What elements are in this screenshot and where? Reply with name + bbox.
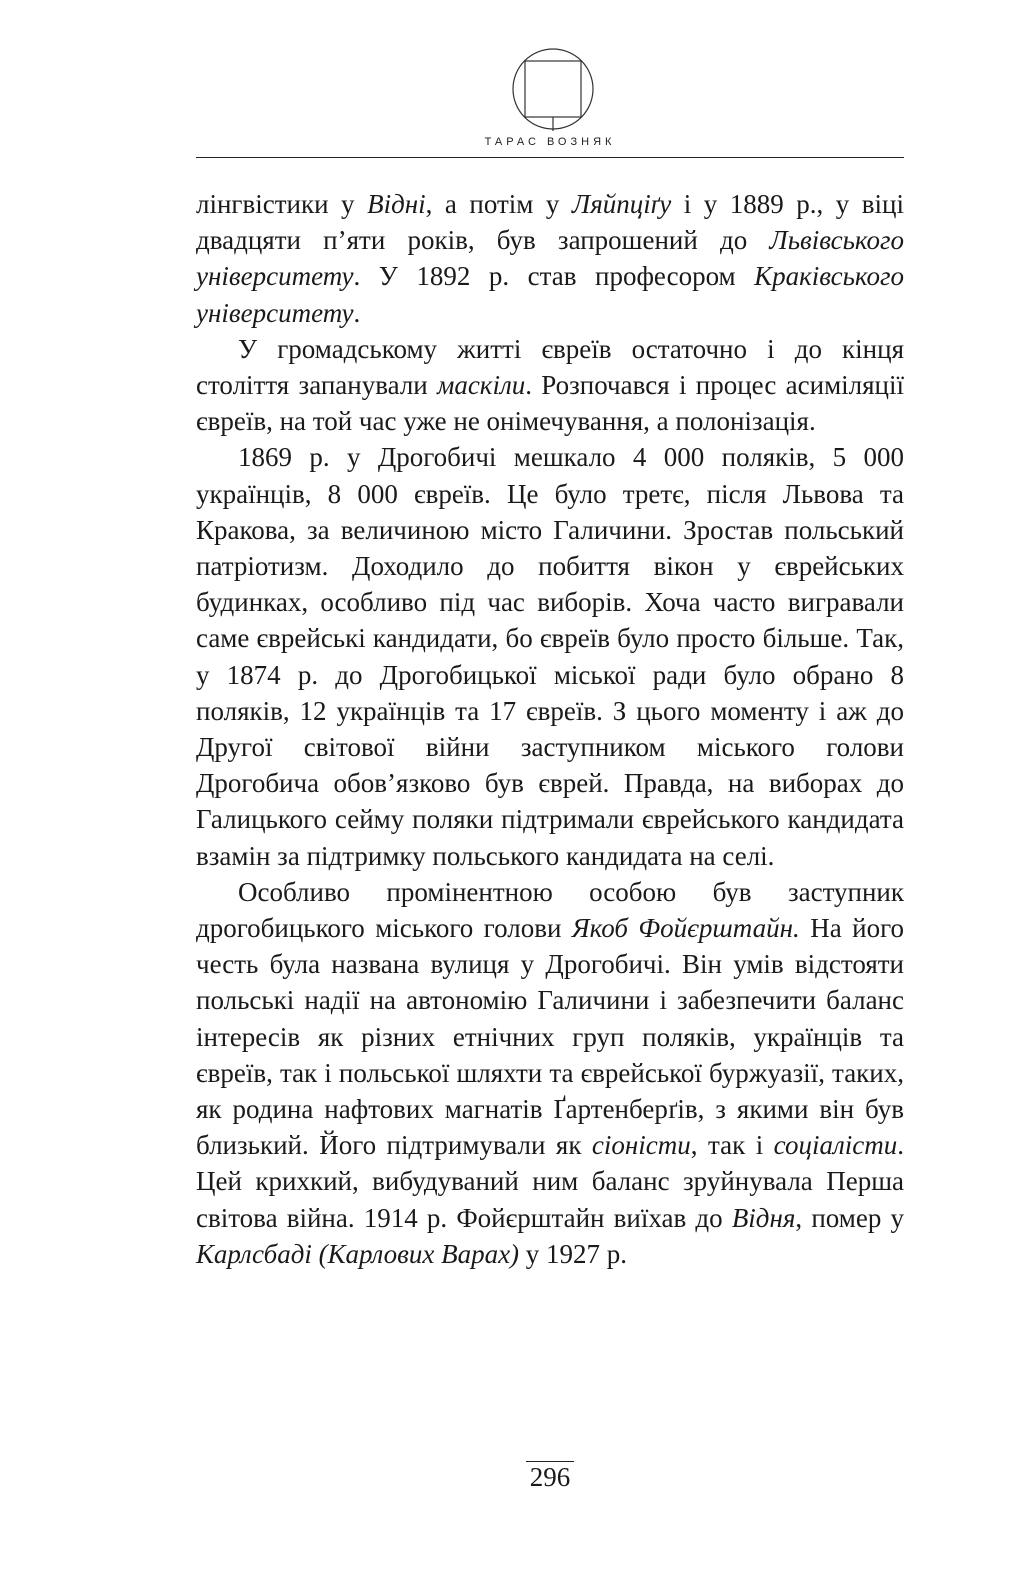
paragraph [196, 874, 904, 1272]
text-run: Особливо промінентною особою був заступник дрогобицького міського голови [196, 876, 904, 944]
page-number [196, 1462, 904, 1493]
italic-term: соціалісти [773, 1130, 898, 1161]
body-text [196, 186, 904, 1272]
text-run: На його честь була названа вулиця у Дрогобичі. Він умів відстояти польські надії на автономію Галичини і забезпечити баланс інтересів як різних етнічних груп поляків, українців та євреїв, так і польської шляхти та єврейської буржуазії, таких, як родина нафтових магнатів Ґартенберґів, з якими він був близький. Його підтримували як [196, 913, 904, 1161]
paragraph [196, 439, 904, 873]
text-run: . У 1892 р. став професором [353, 261, 755, 292]
text-run: і у 1889 р., у віці двадцяти п’яти років, був запрошений до [196, 189, 904, 256]
text-run: . Розпочався і процес асиміляції євреїв, на той час уже не онімечування, а полонізація. [196, 370, 904, 437]
text-run: у 1927 р. [519, 1238, 628, 1269]
italic-term: Краківського університету [196, 261, 904, 328]
text-run: лінгвістики у [196, 189, 368, 219]
italic-term: маскіли [437, 370, 526, 401]
page-number-value: 296 [526, 1461, 575, 1492]
text-run: У громадському житті євреїв остаточно і до кінця століття запанували [196, 333, 904, 401]
text-run: . Цей крихкий, вибудуваний ним баланс зруйнувала Перша світова війна. 1914 р. Фойєрштайн виїхав до [196, 1130, 904, 1233]
paragraph [196, 331, 904, 440]
text-run: 1869 р. у Дрогобичі мешкало 4 000 поляків, 5 000 українців, 8 000 євреїв. Це було третє, після Львова та Кракова, за величиною місто Галичини. Зростав польський патріотизм. Доходило до побиття вікон у єврейських будинках, особливо під час виборів. Хоча часто вигравали саме єврейські кандидати, бо євреїв було просто більше. Так, у 1874 р. до Дрогобицької міської ради було обрано 8 поляків, 12 українців та 17 євреїв. З цього моменту і аж до Другої світової війни заступником міського голови Дрогобича обов’язково був єврей. Правда, на виборах до Галицького сейму поляки підтримали єврейського кандидата взамін за підтримку польського кандидата на селі. [196, 442, 904, 871]
emblem-circle-square-icon [511, 47, 595, 131]
italic-term: Відні [367, 189, 426, 219]
text-run: , так і [690, 1130, 774, 1161]
text-run: , а потім у [425, 189, 572, 219]
italic-term: сіоністи [591, 1130, 691, 1161]
text-run: , помер у [795, 1202, 904, 1233]
italic-term: Якоб Фойєрштайн. [571, 913, 800, 944]
italic-term: Карлсбаді (Карлових Варах) [196, 1238, 520, 1269]
italic-term: Ляйпціґу [571, 189, 672, 219]
text-run: . [353, 297, 361, 328]
header-rule [196, 157, 904, 158]
running-head: ТАРАС ВОЗНЯК [484, 136, 616, 148]
paragraph [196, 186, 904, 331]
italic-term: Відня [731, 1202, 796, 1233]
italic-term: Львівського університету [196, 225, 904, 292]
